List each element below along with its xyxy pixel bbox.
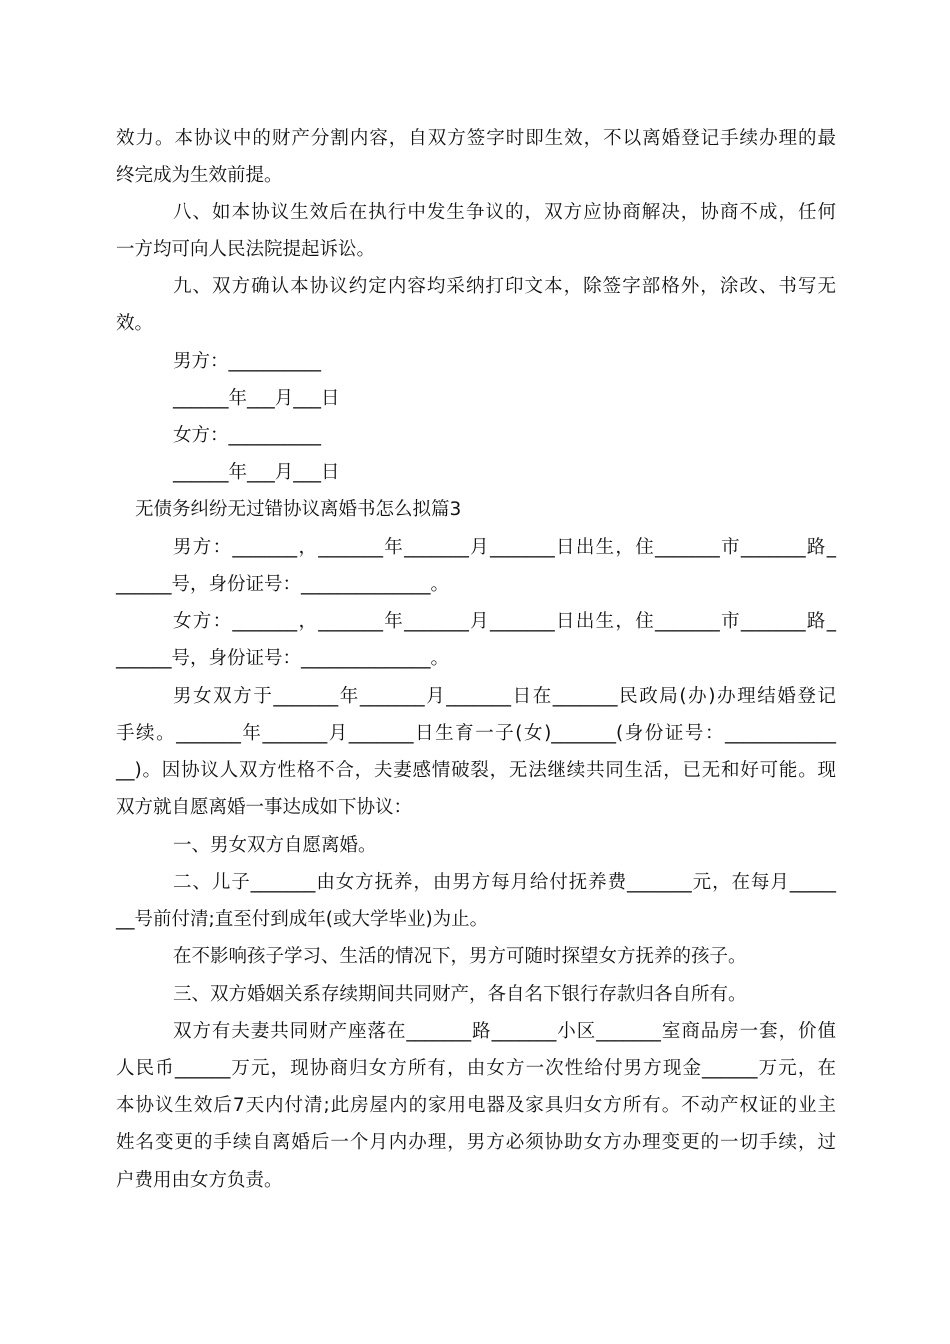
clause-9-line: 九、双方确认本协议约定内容均采纳打印文本，除签字部格外，涂改、书写无 [173,276,836,297]
property-line: 双方有夫妻共同财产座落在_______路_______小区_______室商品房一套，价值 [173,1021,836,1042]
property-line: 本协议生效后7天内付清;此房屋内的家用电器及家具归女方所有。不动产权证的业主 [116,1095,836,1116]
marriage-info-line: 男女双方于_______年_______月_______日在_______民政局(办)办理结婚登记 [173,686,836,707]
property-line: 户费用由女方负责。 [116,1170,283,1191]
male-info-line: ______号，身份证号：______________。 [116,574,450,595]
clause-2-line: __号前付清;直至付到成年(或大学毕业)为止。 [116,909,489,930]
clause-3-line: 三、双方婚姻关系存续期间共同财产，各自名下银行存款归各自所有。 [173,984,747,1005]
paragraph-line: 效力。本协议中的财产分割内容，自双方签字时即生效，不以离婚登记手续办理的最 [116,128,836,149]
clause-1-line: 一、男女双方自愿离婚。 [173,835,377,856]
marriage-info-line: __)。因协议人双方性格不合，夫妻感情破裂，无法继续共同生活，已无和好可能。现 [116,760,836,781]
marriage-info-line: 双方就自愿离婚一事达成如下协议： [116,797,413,818]
female-signature-line: 女方：__________ [173,425,322,446]
clause-2-line: 二、儿子_______由女方抚养，由男方每月给付抚养费_______元，在每月_____ [173,872,836,893]
property-line: 姓名变更的手续自离婚后一个月内办理，男方必须协助女方办理变更的一切手续，过 [116,1132,836,1153]
paragraph-line: 一方均可向人民法院提起诉讼。 [116,239,376,260]
female-info-line: 女方：_______，_______年_______月_______日出生，住_______市_______路_ [173,611,836,632]
marriage-info-line: 手续。_______年_______月_______日生育一子(女)_______(身份证号：____________ [116,723,836,744]
male-info-line: 男方：_______，_______年_______月_______日出生，住_______市_______路_ [173,537,836,558]
clause-8-line: 八、如本协议生效后在执行中发生争议的，双方应协商解决，协商不成，任何 [173,202,836,223]
female-date-line: ______年___月___日 [173,462,340,483]
property-line: 人民币______万元，现协商归女方所有，由女方一次性给付男方现金______万元，在 [116,1058,836,1079]
female-info-line: ______号，身份证号：______________。 [116,648,450,669]
visitation-line: 在不影响孩子学习、生活的情况下，男方可随时探望女方抚养的孩子。 [173,946,747,967]
paragraph-line: 效。 [116,313,154,334]
male-signature-line: 男方：__________ [173,351,322,372]
paragraph-line: 终完成为生效前提。 [116,165,283,186]
section-heading: 无债务纠纷无过错协议离婚书怎么拟篇3 [135,499,462,520]
male-date-line: ______年___月___日 [173,388,340,409]
